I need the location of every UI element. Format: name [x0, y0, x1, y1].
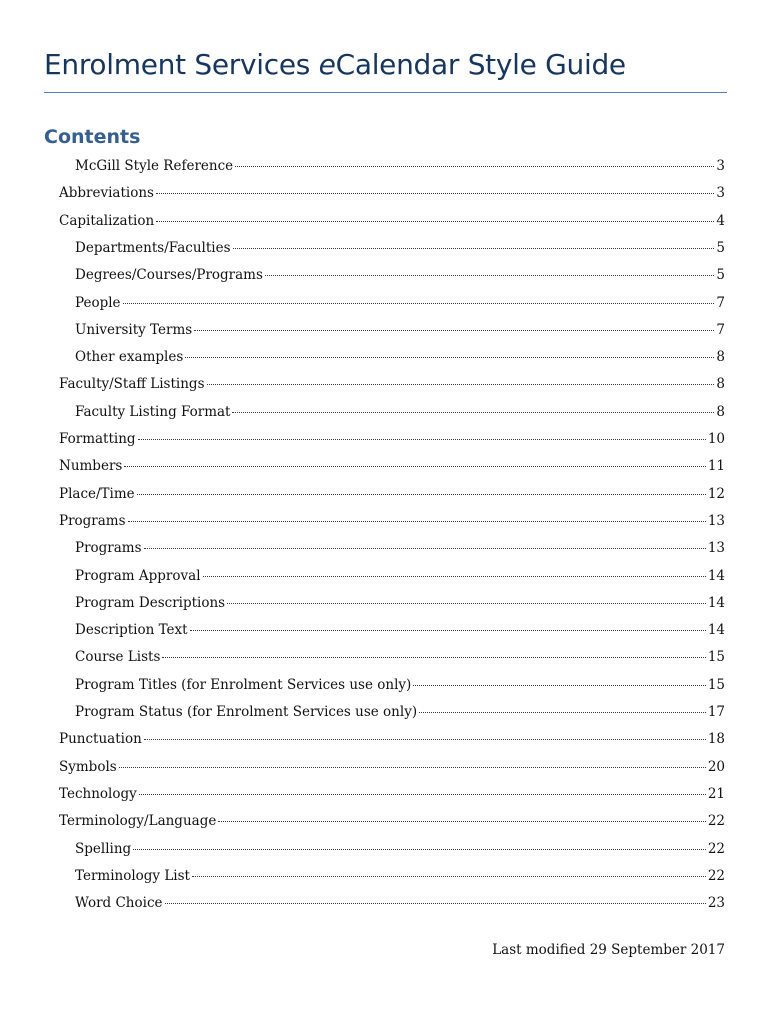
toc-entry[interactable] — [59, 431, 725, 451]
toc-entry-label: Formatting — [59, 431, 136, 447]
toc-entry-page-number: 3 — [716, 185, 725, 202]
toc-entry-page-number: 22 — [707, 840, 725, 857]
toc-entry[interactable] — [75, 622, 725, 642]
toc-entry-page-number: 22 — [707, 867, 725, 884]
toc-entry[interactable] — [75, 295, 725, 315]
toc-entry[interactable] — [59, 376, 725, 396]
toc-dot-leader — [128, 521, 706, 522]
toc-entry-label: Program Titles (for Enrolment Services use only) — [75, 676, 412, 693]
toc-entry-page-number: 8 — [716, 376, 725, 393]
toc-dot-leader — [265, 275, 715, 276]
toc-entry[interactable] — [59, 731, 725, 751]
toc-entry-label: Program Descriptions — [75, 594, 226, 611]
toc-entry-page-number: 15 — [707, 676, 725, 693]
toc-entry-page-number: 14 — [707, 594, 725, 611]
toc-entry-page-number: 22 — [707, 813, 725, 830]
toc-dot-leader — [156, 221, 714, 222]
toc-entry[interactable] — [75, 404, 725, 424]
toc-entry-page-number: 13 — [707, 512, 725, 529]
toc-entry[interactable] — [59, 458, 725, 478]
toc-dot-leader — [119, 767, 706, 768]
toc-entry[interactable] — [75, 868, 725, 888]
toc-entry-label: Description Text — [75, 622, 188, 639]
toc-dot-leader — [133, 849, 706, 850]
toc-entry-page-number: 20 — [707, 758, 725, 775]
toc-entry[interactable] — [75, 704, 725, 724]
toc-entry[interactable] — [59, 513, 725, 533]
toc-dot-leader — [139, 794, 706, 795]
toc-entry[interactable] — [75, 895, 725, 915]
toc-entry-page-number: 18 — [707, 731, 725, 748]
toc-dot-leader — [156, 193, 714, 194]
toc-entry-label: Faculty Listing Format — [75, 403, 231, 420]
toc-entry-label: Capitalization — [59, 212, 155, 229]
toc-dot-leader — [190, 630, 706, 631]
toc-entry[interactable] — [59, 213, 725, 233]
toc-entry[interactable] — [75, 267, 725, 287]
toc-entry-page-number: 17 — [707, 704, 725, 720]
toc-dot-leader — [165, 903, 706, 904]
toc-dot-leader — [138, 439, 706, 440]
toc-dot-leader — [144, 548, 706, 549]
toc-entry-page-number: 5 — [716, 267, 725, 284]
toc-dot-leader — [123, 303, 715, 304]
toc-dot-leader — [185, 357, 714, 358]
toc-entry-label: People — [75, 294, 121, 311]
toc-dot-leader — [227, 603, 706, 604]
toc-entry[interactable] — [59, 786, 725, 806]
toc-entry-label: McGill Style Reference — [75, 158, 234, 174]
toc-entry-page-number: 14 — [707, 567, 725, 584]
toc-entry-page-number: 4 — [716, 212, 725, 229]
contents-heading: Contents — [44, 126, 141, 148]
toc-entry-label: Terminology/Language — [59, 813, 217, 830]
toc-entry-page-number: 12 — [707, 485, 725, 502]
toc-entry-label: Faculty/Staff Listings — [59, 376, 205, 393]
toc-dot-leader — [124, 466, 705, 467]
title-suffix: Calendar Style Guide — [335, 48, 626, 81]
toc-entry-page-number: 11 — [707, 458, 725, 475]
toc-dot-leader — [235, 166, 714, 167]
toc-entry-label: Punctuation — [59, 731, 142, 748]
toc-entry-label: Symbols — [59, 758, 117, 775]
toc-dot-leader — [194, 330, 714, 331]
toc-entry-label: Technology — [59, 785, 137, 802]
toc-dot-leader — [232, 412, 714, 413]
toc-entry-label: Programs — [59, 512, 126, 529]
toc-entry-page-number: 7 — [716, 321, 725, 338]
toc-entry-label: Place/Time — [59, 485, 135, 502]
toc-dot-leader — [413, 685, 706, 686]
toc-dot-leader — [144, 739, 706, 740]
toc-entry[interactable] — [75, 322, 725, 342]
toc-entry[interactable] — [59, 759, 725, 779]
toc-entry-page-number: 7 — [716, 294, 725, 311]
toc-entry-page-number: 3 — [716, 158, 725, 174]
toc-entry[interactable] — [75, 595, 725, 615]
toc-dot-leader — [162, 657, 705, 658]
toc-entry-page-number: 14 — [707, 622, 725, 639]
toc-entry-label: Departments/Faculties — [75, 239, 231, 256]
toc-entry-label: Other examples — [75, 349, 184, 366]
toc-entry-page-number: 10 — [707, 431, 725, 447]
toc-dot-leader — [203, 576, 706, 577]
title-italic-e: e — [318, 48, 336, 81]
toc-entry[interactable] — [75, 240, 725, 260]
toc-entry-label: Degrees/Courses/Programs — [75, 267, 263, 284]
toc-entry[interactable] — [59, 185, 725, 205]
toc-entry-page-number: 13 — [707, 540, 725, 557]
toc-entry-page-number: 15 — [707, 649, 725, 666]
toc-entry[interactable] — [59, 813, 725, 833]
toc-entry-label: Program Status (for Enrolment Services use only) — [75, 704, 418, 720]
toc-entry-label: Abbreviations — [59, 185, 154, 202]
toc-entry-page-number: 5 — [716, 239, 725, 256]
toc-entry-page-number: 8 — [716, 403, 725, 420]
toc-entry[interactable] — [75, 540, 725, 560]
toc-entry-label: Programs — [75, 540, 142, 557]
toc-dot-leader — [192, 876, 706, 877]
title-prefix: Enrolment Services — [44, 48, 319, 81]
toc-entry[interactable] — [59, 486, 725, 506]
toc-dot-leader — [137, 494, 706, 495]
toc-entry[interactable] — [75, 649, 725, 669]
toc-entry-label: Program Approval — [75, 567, 201, 584]
toc-entry[interactable] — [75, 841, 725, 861]
toc-entry-page-number: 21 — [707, 785, 725, 802]
toc-entry-label: Word Choice — [75, 895, 163, 912]
toc-entry[interactable] — [75, 158, 725, 178]
toc-entry-label: Terminology List — [75, 867, 190, 884]
toc-entry-page-number: 8 — [716, 349, 725, 366]
toc-entry-label: Course Lists — [75, 649, 161, 666]
toc-dot-leader — [218, 821, 705, 822]
toc-entry-label: University Terms — [75, 321, 193, 338]
toc-dot-leader — [207, 384, 715, 385]
toc-entry-label: Numbers — [59, 458, 123, 475]
toc-entry[interactable] — [75, 568, 725, 588]
toc-dot-leader — [419, 712, 706, 713]
toc-entry[interactable] — [75, 349, 725, 369]
toc-entry[interactable] — [75, 677, 725, 697]
toc-entry-page-number: 23 — [707, 895, 725, 912]
last-modified-note: Last modified 29 September 2017 — [492, 942, 725, 958]
toc-dot-leader — [233, 248, 715, 249]
toc-entry-label: Spelling — [75, 840, 132, 857]
